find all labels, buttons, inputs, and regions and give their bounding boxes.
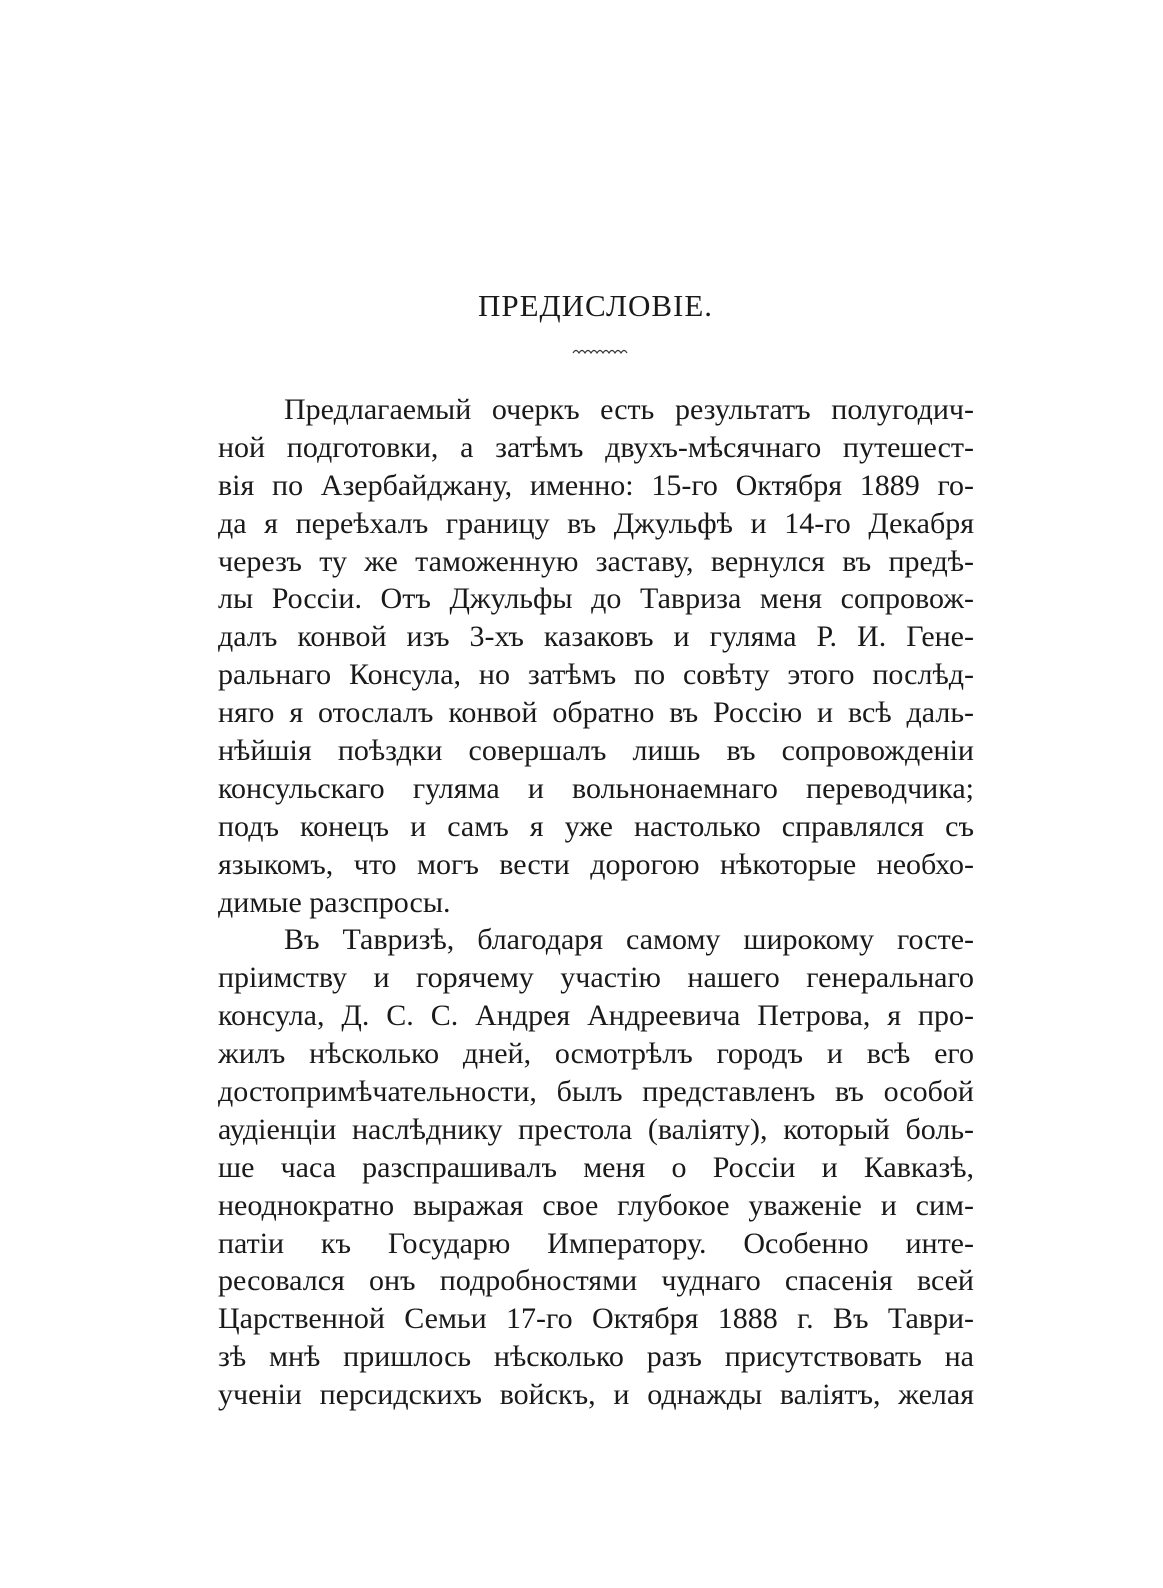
text-line: зѣ мнѣ пришлось нѣсколько разъ присутствовать на <box>218 1340 974 1374</box>
text-line: ной подготовки, а затѣмъ двухъ-мѣсячнаго путешест- <box>218 430 974 464</box>
text-line: ральнаго Консула, но затѣмъ по совѣту этого послѣд- <box>218 658 974 692</box>
text-line: да я переѣхалъ границу въ Джульфѣ и 14-го Декабря <box>218 506 974 540</box>
text-line: неоднократно выражая свое глубокое уваженіе и сим- <box>218 1188 974 1222</box>
text-line: ученіи персидскихъ войскъ, и однажды валіятъ, желая <box>218 1378 974 1412</box>
text-line: Въ Тавризѣ, благодаря самому широкому госте- <box>284 923 974 957</box>
text-line: патіи къ Государю Императору. Особенно инте- <box>218 1226 974 1260</box>
ornament-divider <box>572 346 630 356</box>
text-line: нѣйшія поѣздки совершалъ лишь въ сопровожденіи <box>218 734 974 768</box>
text-line: Царственной Семьи 17-го Октября 1888 г. Въ Таври- <box>218 1302 974 1336</box>
page-title: ПРЕДИСЛОВІЕ. <box>477 288 714 323</box>
text-line: консульскаго гуляма и вольнонаемнаго переводчика; <box>218 771 974 805</box>
text-line: консула, Д. С. С. Андрея Андреевича Петрова, я про- <box>218 999 974 1033</box>
text-line: ресовался онъ подробностями чуднаго спасенія всей <box>218 1264 974 1298</box>
text-line: вія по Азербайджану, именно: 15-го Октября 1889 го- <box>218 468 974 502</box>
text-line: далъ конвой изъ 3-хъ казаковъ и гуляма Р. И. Гене- <box>218 620 974 654</box>
text-line: лы Россіи. Отъ Джульфы до Тавриза меня сопровож- <box>218 582 974 616</box>
text-line: черезъ ту же таможенную заставу, вернулся въ предѣ- <box>218 544 974 578</box>
text-line: ше часа разспрашивалъ меня о Россіи и Кавказѣ, <box>218 1150 974 1184</box>
text-line: Предлагаемый очеркъ есть результатъ полугодич- <box>284 393 974 426</box>
text-line: жилъ нѣсколько дней, осмотрѣлъ городъ и всѣ его <box>218 1037 974 1071</box>
text-line: достопримѣчательности, былъ представленъ въ особой <box>218 1075 974 1109</box>
text-line: аудіенціи наслѣднику престола (валіяту), который боль- <box>218 1112 974 1146</box>
text-line: подъ конецъ и самъ я уже настолько справлялся съ <box>218 809 974 843</box>
text-line: пріимству и горячему участію нашего генеральнаго <box>218 961 974 995</box>
text-line: языкомъ, что могъ вести дорогою нѣкоторые необхо- <box>218 847 974 881</box>
text-line: димые разспросы. <box>218 885 451 919</box>
body-text <box>218 391 974 1414</box>
text-line: няго я отослалъ конвой обратно въ Россію и всѣ даль- <box>218 696 974 730</box>
